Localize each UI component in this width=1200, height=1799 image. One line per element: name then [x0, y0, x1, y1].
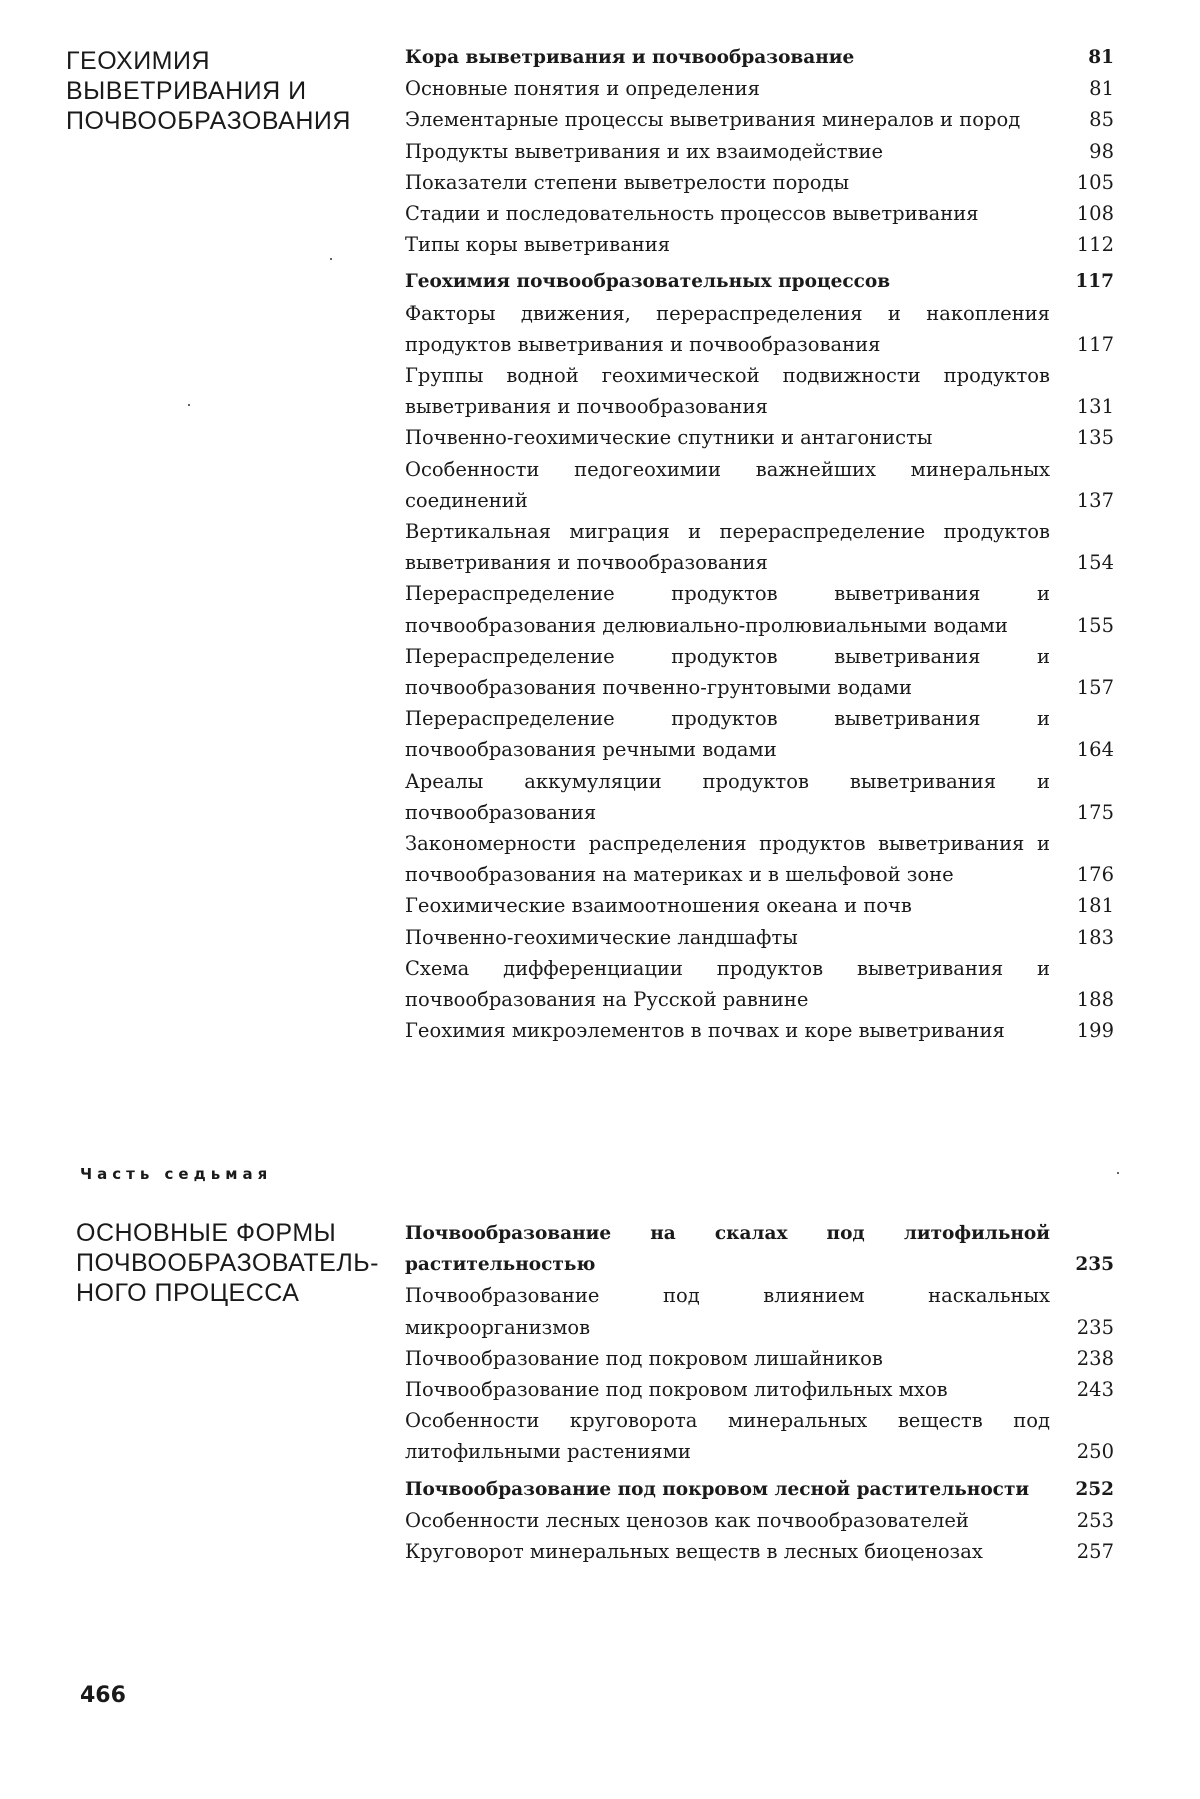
toc-entry-title: Круговорот минеральных веществ в лесных биоценозах [405, 1536, 1120, 1567]
toc-entry [405, 1218, 1120, 1280]
toc-entry-title: Почвообразование под влиянием наскальных микроорганизмов [405, 1280, 1120, 1342]
toc-entry-page: 176 [1077, 859, 1114, 890]
toc-entry [405, 1405, 1120, 1467]
toc-entry [405, 266, 1120, 297]
toc-entry [405, 1343, 1120, 1374]
toc-entry [405, 953, 1120, 1015]
section-heading-line: ОСНОВНЫЕ ФОРМЫ [76, 1218, 379, 1248]
toc-entry-title: Перераспределение продуктов выветривания и почвообразования почвенно-грунтовыми водами [405, 641, 1120, 703]
toc-entry-page: 188 [1077, 984, 1114, 1015]
section-heading-line: НОГО ПРОЦЕССА [76, 1278, 379, 1308]
toc-entry-title: Факторы движения, перераспределения и накопления продуктов выветривания и почвообразования [405, 298, 1120, 360]
section-heading-line: ПОЧВООБРАЗОВАТЕЛЬ- [76, 1248, 379, 1278]
toc-entry-page: 235 [1077, 1312, 1114, 1343]
toc-entry-title: Схема дифференциации продуктов выветривания и почвообразования на Русской равнине [405, 953, 1120, 1015]
toc-entry-title: Показатели степени выветрелости породы [405, 167, 1120, 198]
toc-entry [405, 136, 1120, 167]
toc-entry-page: 175 [1077, 797, 1114, 828]
toc-entry [405, 703, 1120, 765]
toc-entry-title: Почвообразование под покровом литофильных мхов [405, 1374, 1120, 1405]
section-heading [76, 1218, 379, 1308]
toc-entry-page: 135 [1077, 422, 1114, 453]
toc-entry-title: Вертикальная миграция и перераспределение продуктов выветривания и почвообразования [405, 516, 1120, 578]
section-heading-line: ГЕОХИМИЯ [66, 46, 351, 76]
toc-entry-title: Элементарные процессы выветривания минералов и пород [405, 104, 1120, 135]
toc-entry-page: 105 [1077, 167, 1114, 198]
toc-entry-page: 250 [1077, 1436, 1114, 1467]
toc-column [405, 42, 1120, 1047]
toc-entry [405, 454, 1120, 516]
toc-entry-title: Особенности педогеохимии важнейших минеральных соединений [405, 454, 1120, 516]
toc-entry [405, 1474, 1120, 1505]
toc-entry-title: Кора выветривания и почвообразование [405, 42, 1120, 73]
toc-entry-title: Геохимические взаимоотношения океана и почв [405, 890, 1120, 921]
toc-entry-title: Типы коры выветривания [405, 229, 1120, 260]
toc-entry-title: Перераспределение продуктов выветривания и почвообразования делювиально-пролювиальными водами [405, 578, 1120, 640]
toc-entry-page: 85 [1089, 104, 1114, 135]
part-label: Часть седьмая [80, 1165, 272, 1183]
toc-entry-page: 155 [1077, 610, 1114, 641]
toc-entry [405, 516, 1120, 578]
toc-entry-title: Перераспределение продуктов выветривания и почвообразования речными водами [405, 703, 1120, 765]
toc-entry-title: Геохимия почвообразовательных процессов [405, 266, 1120, 297]
toc-entry-title: Почвообразование под покровом лесной растительности [405, 1474, 1120, 1505]
toc-entry-page: 183 [1077, 922, 1114, 953]
toc-entry-page: 81 [1089, 73, 1114, 104]
toc-entry [405, 641, 1120, 703]
toc-entry [405, 198, 1120, 229]
toc-entry [405, 73, 1120, 104]
toc-entry [405, 578, 1120, 640]
toc-entry-page: 137 [1077, 485, 1114, 516]
toc-entry [405, 1374, 1120, 1405]
toc-entry-title: Почвообразование под покровом лишайников [405, 1343, 1120, 1374]
toc-entry-page: 164 [1077, 734, 1114, 765]
toc-entry-page: 98 [1089, 136, 1114, 167]
toc-entry [405, 1280, 1120, 1342]
toc-entry [405, 104, 1120, 135]
toc-entry-title: Почвообразование на скалах под литофильной растительностью [405, 1218, 1120, 1280]
toc-entry-title: Ареалы аккумуляции продуктов выветривания и почвообразования [405, 766, 1120, 828]
toc-entry [405, 766, 1120, 828]
toc-entry-title: Особенности круговорота минеральных веществ под литофильными растениями [405, 1405, 1120, 1467]
toc-entry [405, 360, 1120, 422]
toc-entry-page: 117 [1077, 329, 1114, 360]
toc-entry-title: Особенности лесных ценозов как почвообразователей [405, 1505, 1120, 1536]
toc-column [405, 1218, 1120, 1567]
toc-entry-page: 252 [1075, 1474, 1114, 1505]
toc-entry-title: Основные понятия и определения [405, 73, 1120, 104]
toc-entry-title: Почвенно-геохимические спутники и антагонисты [405, 422, 1120, 453]
toc-entry-page: 238 [1077, 1343, 1114, 1374]
toc-entry [405, 890, 1120, 921]
toc-entry-page: 157 [1077, 672, 1114, 703]
toc-entry-page: 154 [1077, 547, 1114, 578]
toc-entry-title: Почвенно-геохимические ландшафты [405, 922, 1120, 953]
toc-entry [405, 1015, 1120, 1046]
toc-entry-page: 181 [1077, 890, 1114, 921]
section-heading [66, 46, 351, 136]
toc-entry [405, 922, 1120, 953]
toc-entry-page: 235 [1075, 1249, 1114, 1280]
toc-entry-page: 257 [1077, 1536, 1114, 1567]
toc-entry-title: Продукты выветривания и их взаимодействие [405, 136, 1120, 167]
toc-entry-page: 112 [1077, 229, 1114, 260]
toc-entry-page: 131 [1077, 391, 1114, 422]
scan-speck [1117, 1172, 1119, 1174]
section-heading-line: ВЫВЕТРИВАНИЯ И [66, 76, 351, 106]
toc-entry-page: 81 [1088, 42, 1114, 73]
toc-entry [405, 422, 1120, 453]
scan-speck [188, 404, 190, 406]
toc-entry [405, 167, 1120, 198]
toc-entry [405, 1505, 1120, 1536]
toc-entry [405, 298, 1120, 360]
toc-entry-page: 117 [1075, 266, 1114, 297]
toc-entry-title: Геохимия микроэлементов в почвах и коре выветривания [405, 1015, 1120, 1046]
toc-entry [405, 1536, 1120, 1567]
scan-speck [330, 258, 332, 260]
toc-entry-page: 243 [1077, 1374, 1114, 1405]
page-number: 466 [80, 1683, 126, 1708]
toc-entry-title: Группы водной геохимической подвижности продуктов выветривания и почвообразования [405, 360, 1120, 422]
toc-entry [405, 42, 1120, 73]
toc-entry-page: 199 [1077, 1015, 1114, 1046]
toc-entry-title: Закономерности распределения продуктов выветривания и почвообразования на материках и в шельфовой зоне [405, 828, 1120, 890]
toc-entry-page: 108 [1077, 198, 1114, 229]
section-heading-line: ПОЧВООБРАЗОВАНИЯ [66, 106, 351, 136]
toc-entry [405, 828, 1120, 890]
toc-entry [405, 229, 1120, 260]
toc-entry-page: 253 [1077, 1505, 1114, 1536]
toc-entry-title: Стадии и последовательность процессов выветривания [405, 198, 1120, 229]
